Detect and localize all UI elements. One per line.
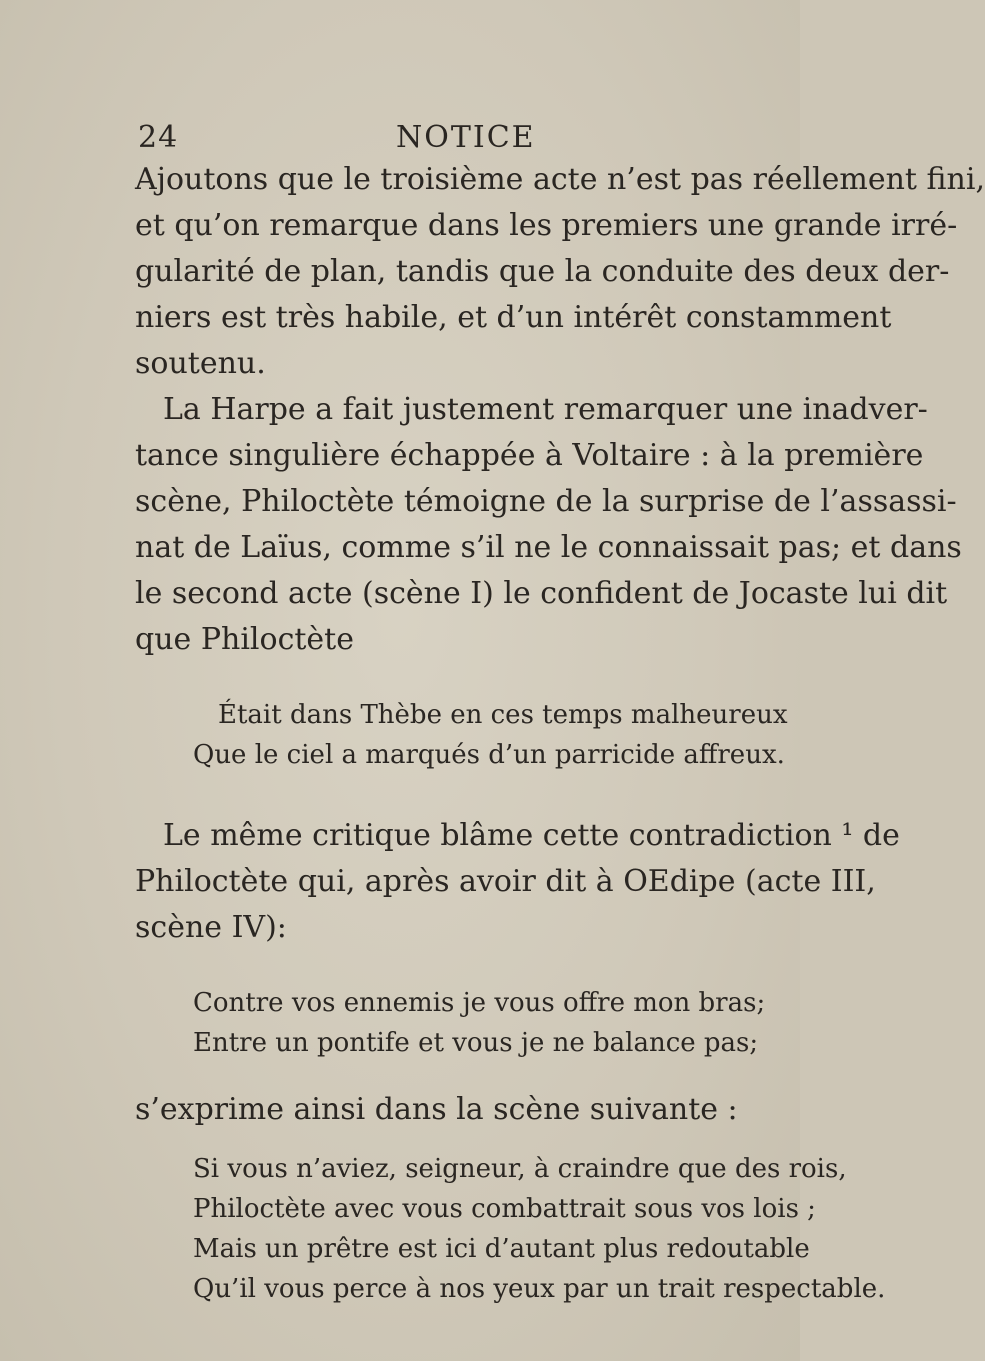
text-line: tance singulière échappée à Voltaire : à la première xyxy=(135,438,924,473)
text-line: soutenu. xyxy=(135,346,266,381)
text-line: et qu’on remarque dans les premiers une grande irré- xyxy=(135,208,958,243)
verse-line: Entre un pontife et vous je ne balance pas; xyxy=(193,1028,759,1058)
text-line: Le même critique blâme cette contradiction ¹ de xyxy=(163,818,900,853)
verse-line: Qu’il vous perce à nos yeux par un trait respectable. xyxy=(193,1274,886,1304)
text-line: scène IV): xyxy=(135,910,287,945)
page-header xyxy=(138,120,738,156)
text-line: La Harpe a fait justement remarquer une inadver- xyxy=(163,392,928,427)
text-line: Philoctète qui, après avoir dit à OEdipe (acte III, xyxy=(135,864,876,899)
verse-line: Philoctète avec vous combattrait sous vos lois ; xyxy=(193,1194,816,1224)
text-line: scène, Philoctète témoigne de la surprise de l’assassi- xyxy=(135,484,957,519)
verse-line: Si vous n’aviez, seigneur, à craindre que des rois, xyxy=(193,1154,847,1184)
text-line: gularité de plan, tandis que la conduite des deux der- xyxy=(135,254,950,289)
text-line: s’exprime ainsi dans la scène suivante : xyxy=(135,1092,738,1127)
verse-line: Contre vos ennemis je vous offre mon bras; xyxy=(193,988,766,1018)
running-title: NOTICE xyxy=(396,120,536,155)
text-line: que Philoctète xyxy=(135,622,354,657)
verse-line: Était dans Thèbe en ces temps malheureux xyxy=(218,700,788,730)
text-line: Ajoutons que le troisième acte n’est pas réellement fini, xyxy=(135,162,985,197)
verse-line: Mais un prêtre est ici d’autant plus redoutable xyxy=(193,1234,810,1264)
verse-line: Que le ciel a marqués d’un parricide affreux. xyxy=(193,740,785,770)
text-line: nat de Laïus, comme s’il ne le connaissait pas; et dans xyxy=(135,530,962,565)
page-number: 24 xyxy=(138,120,179,155)
text-line: le second acte (scène I) le confident de Jocaste lui dit xyxy=(135,576,948,611)
text-line: niers est très habile, et d’un intérêt constamment xyxy=(135,300,892,335)
